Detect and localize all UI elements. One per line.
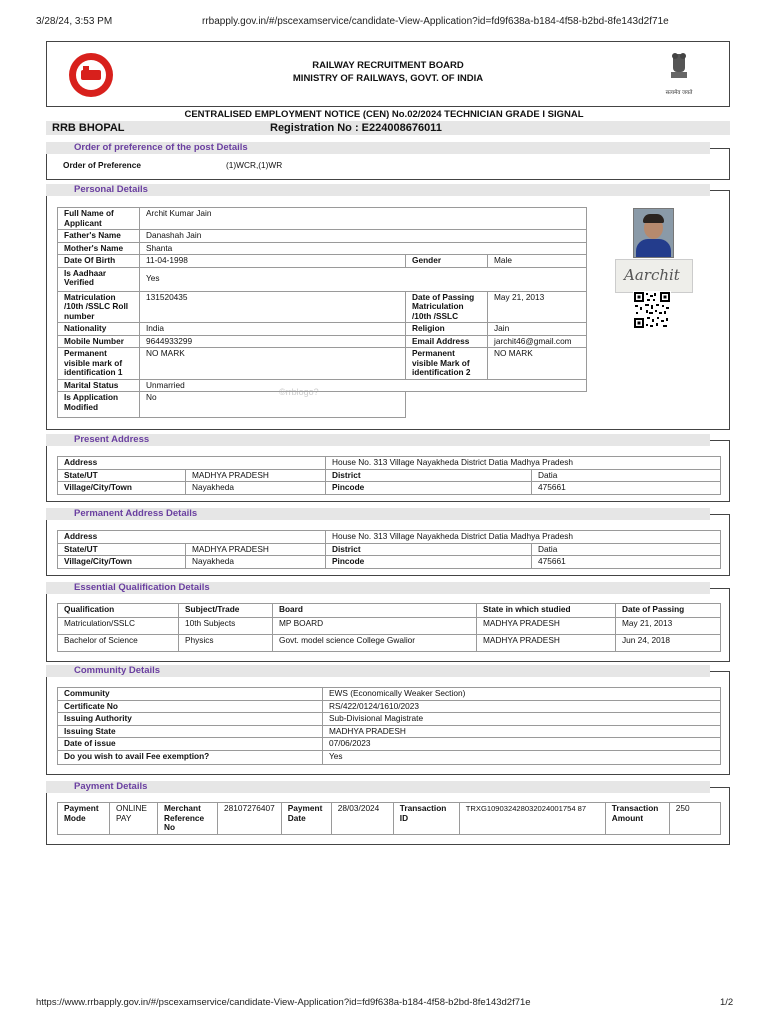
field-label: District <box>326 543 532 556</box>
field-label: Qualification <box>58 604 179 618</box>
field-value: 131520435 <box>140 291 406 323</box>
field-label: Village/City/Town <box>58 556 186 569</box>
field-value: MADHYA PRADESH <box>477 618 616 635</box>
preference-label: Order of Preference <box>63 160 141 170</box>
field-label: Father's Name <box>58 230 140 243</box>
registration-bar <box>46 121 730 135</box>
table-row <box>58 738 721 751</box>
table-row <box>58 323 587 336</box>
print-page-number: 1/2 <box>720 997 734 1008</box>
field-label: Issuing Authority <box>58 713 323 726</box>
field-label: Religion <box>406 323 488 336</box>
personal-table <box>57 207 587 418</box>
field-label: Nationality <box>58 323 140 336</box>
field-value: Danashah Jain <box>140 230 587 243</box>
board-title: RAILWAY RECRUITMENT BOARD <box>312 60 464 71</box>
field-label: Permanent visible mark of identification 1 <box>58 348 140 380</box>
field-value: Matriculation/SSLC <box>58 618 179 635</box>
qualification-table <box>57 603 721 652</box>
field-value: House No. 313 Village Nayakheda District Datia Madhya Pradesh <box>326 457 721 470</box>
print-datetime: 3/28/24, 3:53 PM <box>36 16 113 27</box>
field-value: Datia <box>532 469 721 482</box>
section-title-text: Present Address <box>74 434 150 445</box>
preference-section-title <box>46 142 710 154</box>
community-table <box>57 687 721 765</box>
field-value: EWS (Economically Weaker Section) <box>323 688 721 701</box>
ministry-title: MINISTRY OF RAILWAYS, GOVT. OF INDIA <box>292 73 484 84</box>
permanent-address-section-title <box>46 508 710 520</box>
field-value: Yes <box>323 750 721 764</box>
field-value: jarchit46@gmail.com <box>488 335 587 348</box>
field-value: 28107276407 <box>218 803 282 835</box>
present-address-box <box>46 440 730 502</box>
table-row <box>58 230 587 243</box>
field-label: Transaction Amount <box>605 803 669 835</box>
table-row <box>58 267 587 291</box>
field-label: Merchant Reference No <box>158 803 218 835</box>
table-row <box>58 700 721 713</box>
field-value: Unmarried <box>140 379 587 392</box>
field-value: Govt. model science College Gwalior <box>273 635 477 652</box>
field-value: 28/03/2024 <box>331 803 393 835</box>
field-label: Do you wish to avail Fee exemption? <box>58 750 323 764</box>
field-value: ONLINE PAY <box>110 803 158 835</box>
field-value: Bachelor of Science <box>58 635 179 652</box>
watermark-text: ©rrblogo? <box>279 387 319 397</box>
permanent-address-table <box>57 530 721 569</box>
field-label: Date of Passing <box>616 604 721 618</box>
personal-section-title <box>46 184 710 196</box>
table-row <box>58 208 587 230</box>
applicant-signature: Aarchit <box>615 259 693 293</box>
table-row <box>58 379 587 392</box>
table-row <box>58 482 721 495</box>
field-value: 10th Subjects <box>179 618 273 635</box>
table-row <box>58 242 587 255</box>
field-value: House No. 313 Village Nayakheda District Datia Madhya Pradesh <box>326 531 721 544</box>
table-row <box>58 618 721 635</box>
field-value: Male <box>488 255 587 268</box>
qualification-box <box>46 588 730 662</box>
table-row <box>58 725 721 738</box>
field-label: Certificate No <box>58 700 323 713</box>
notice-title: CENTRALISED EMPLOYMENT NOTICE (CEN) No.02/2024 TECHNICIAN GRADE I SIGNAL <box>184 109 584 120</box>
table-row <box>58 803 721 835</box>
rrb-name: RRB BHOPAL <box>52 122 125 134</box>
field-value: 11-04-1998 <box>140 255 406 268</box>
table-row <box>58 635 721 652</box>
table-row <box>58 457 721 470</box>
permanent-address-box <box>46 514 730 576</box>
table-row <box>58 392 587 418</box>
print-url-bottom: https://www.rrbapply.gov.in/#/pscexamservice/candidate-View-Application?id=fd9f638a-b184-4f58-b2bd-8fe143d2f71e <box>36 997 531 1008</box>
field-label: Transaction ID <box>393 803 459 835</box>
field-value: Sub-Divisional Magistrate <box>323 713 721 726</box>
field-value: MADHYA PRADESH <box>186 543 326 556</box>
payment-box <box>46 787 730 845</box>
community-box <box>46 671 730 775</box>
national-emblem-icon <box>669 50 689 86</box>
field-label: Gender <box>406 255 488 268</box>
field-value: Shanta <box>140 242 587 255</box>
section-title-text: Payment Details <box>74 781 148 792</box>
field-value: MADHYA PRADESH <box>323 725 721 738</box>
section-title-text: Essential Qualification Details <box>74 582 210 593</box>
field-value: 475661 <box>532 482 721 495</box>
present-address-table <box>57 456 721 495</box>
field-value: NO MARK <box>488 348 587 380</box>
field-label: Date of Passing Matriculation /10th /SSLC <box>406 291 488 323</box>
header-box <box>46 41 730 107</box>
field-value: RS/422/0124/1610/2023 <box>323 700 721 713</box>
field-label: Permanent visible Mark of identification 2 <box>406 348 488 380</box>
field-label: Pincode <box>326 556 532 569</box>
field-label: State/UT <box>58 543 186 556</box>
field-value: NO MARK <box>140 348 406 380</box>
table-header-row <box>58 604 721 618</box>
table-row <box>58 750 721 764</box>
field-label: Is Aadhaar Verified <box>58 267 140 291</box>
field-label: Full Name of Applicant <box>58 208 140 230</box>
field-value: Nayakheda <box>186 556 326 569</box>
table-row <box>58 556 721 569</box>
table-row <box>58 543 721 556</box>
section-title-text: Community Details <box>74 665 161 676</box>
field-label: Payment Date <box>281 803 331 835</box>
personal-box <box>46 190 730 430</box>
field-value: No <box>140 392 406 418</box>
field-label: Payment Mode <box>58 803 110 835</box>
field-label: Date of issue <box>58 738 323 751</box>
print-url-top: rrbapply.gov.in/#/pscexamservice/candidate-View-Application?id=fd9f638a-b184-4f58-b2bd-8fe143d2f71e <box>202 16 669 27</box>
qualification-section-title <box>46 582 710 594</box>
table-row <box>58 688 721 701</box>
field-label: Mother's Name <box>58 242 140 255</box>
applicant-photo <box>633 208 674 258</box>
table-row <box>58 531 721 544</box>
community-section-title <box>46 665 710 677</box>
payment-section-title <box>46 781 710 793</box>
field-label: Marital Status <box>58 379 140 392</box>
field-value: MADHYA PRADESH <box>477 635 616 652</box>
full-name-value: Archit Kumar Jain <box>140 208 587 230</box>
field-value: 9644933299 <box>140 335 406 348</box>
field-label: Board <box>273 604 477 618</box>
section-title-text: Order of preference of the post Details <box>74 142 248 153</box>
field-value: Jun 24, 2018 <box>616 635 721 652</box>
field-label: Pincode <box>326 482 532 495</box>
field-label: State/UT <box>58 469 186 482</box>
field-value: 07/06/2023 <box>323 738 721 751</box>
field-value: MP BOARD <box>273 618 477 635</box>
field-label: Community <box>58 688 323 701</box>
field-label: Address <box>58 457 326 470</box>
field-value: 250 <box>669 803 720 835</box>
field-label: Subject/Trade <box>179 604 273 618</box>
field-label: Village/City/Town <box>58 482 186 495</box>
field-label: State in which studied <box>477 604 616 618</box>
field-value: May 21, 2013 <box>488 291 587 323</box>
table-row <box>58 255 587 268</box>
field-label: Address <box>58 531 326 544</box>
field-value: 475661 <box>532 556 721 569</box>
section-title-text: Permanent Address Details <box>74 508 198 519</box>
field-value: Yes <box>140 267 587 291</box>
field-value: Datia <box>532 543 721 556</box>
field-label: Is Application Modified <box>58 392 140 418</box>
payment-table <box>57 802 721 835</box>
field-label: Date Of Birth <box>58 255 140 268</box>
registration-number: Registration No : E224008676011 <box>270 122 442 134</box>
section-title-text: Personal Details <box>74 184 148 195</box>
field-value: India <box>140 323 406 336</box>
preference-value: (1)WCR,(1)WR <box>226 160 283 170</box>
field-label: Matriculation /10th /SSLC Roll number <box>58 291 140 323</box>
field-value <box>406 392 587 418</box>
table-row <box>58 348 587 380</box>
field-value: Jain <box>488 323 587 336</box>
table-row <box>58 713 721 726</box>
field-value: Nayakheda <box>186 482 326 495</box>
field-label: District <box>326 469 532 482</box>
field-label: Email Address <box>406 335 488 348</box>
field-value: TRXG109032428032024001754 87 <box>459 803 605 835</box>
field-value: Physics <box>179 635 273 652</box>
table-row <box>58 291 587 323</box>
field-value: MADHYA PRADESH <box>186 469 326 482</box>
qr-code-icon <box>633 291 671 329</box>
field-value: May 21, 2013 <box>616 618 721 635</box>
emblem-caption: सत्यमेव जयते <box>665 90 693 96</box>
present-address-section-title <box>46 434 710 446</box>
table-row <box>58 335 587 348</box>
field-label: Mobile Number <box>58 335 140 348</box>
field-label: Issuing State <box>58 725 323 738</box>
table-row <box>58 469 721 482</box>
